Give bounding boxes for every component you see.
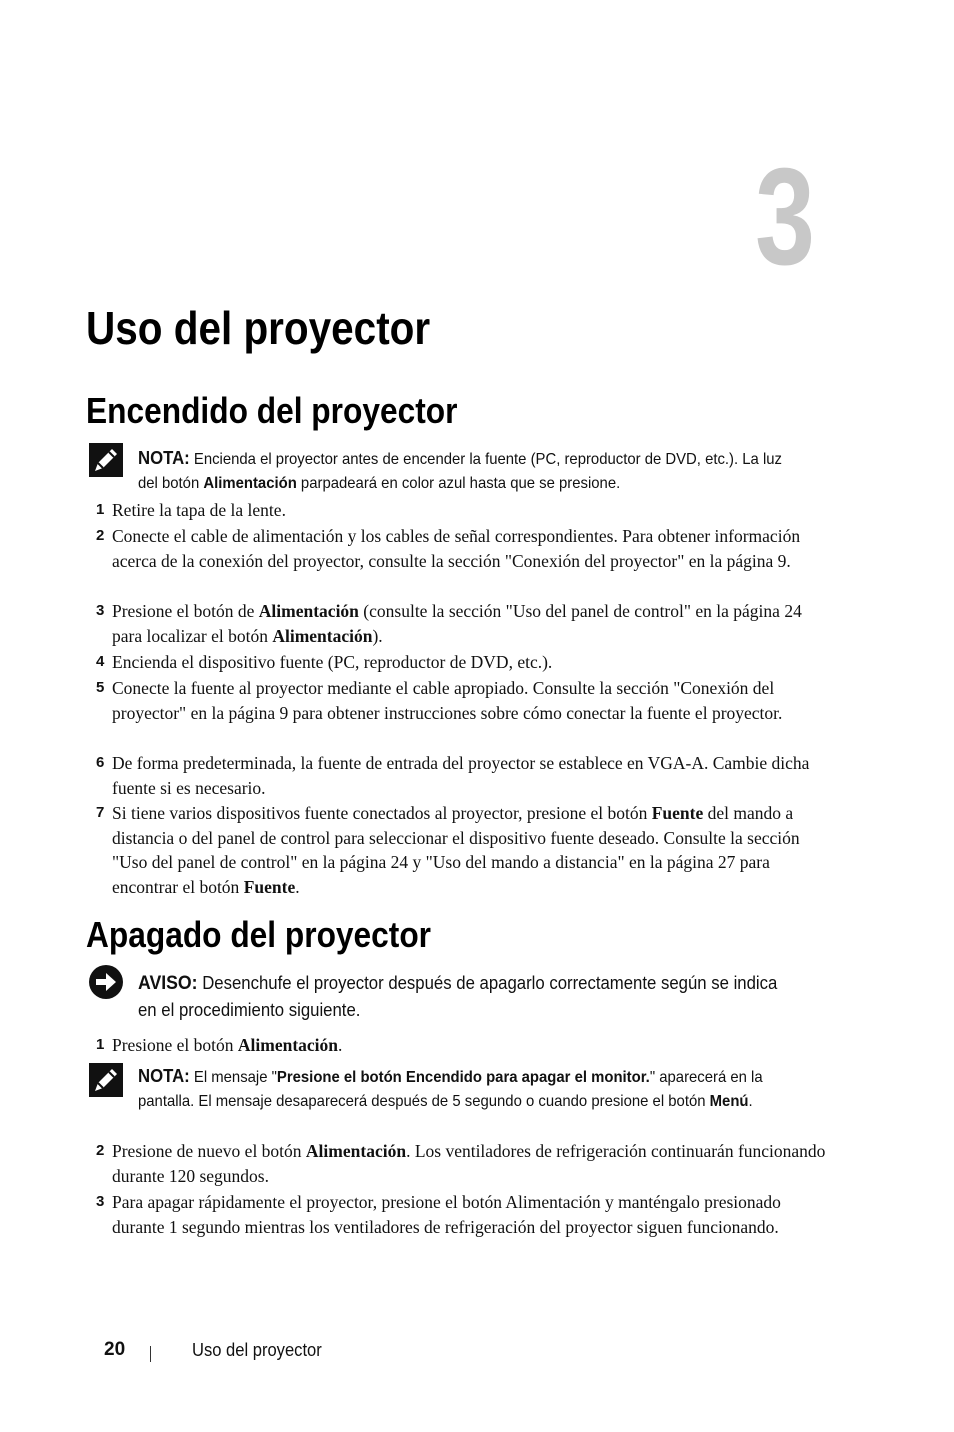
step-item: 6 De forma predeterminada, la fuente de entrada del proyector se establece en VGA-A. Cambie dicha fuente si es necesario. xyxy=(96,753,810,798)
page-number: 20 xyxy=(104,1339,126,1360)
note-encendido: NOTA: Encienda el proyector antes de encender la fuente (PC, reproductor de DVD, etc.). La luz del botón Alimentación parpadeará en color azul hasta que se presione. xyxy=(138,448,782,492)
step-item: 1 Retire la tapa de la lente. xyxy=(96,500,286,520)
note-label: NOTA: xyxy=(138,448,190,468)
section-heading-encendido: Encendido del proyector xyxy=(86,390,458,431)
notice-label: AVISO: xyxy=(138,973,198,994)
note-pencil-icon xyxy=(88,1062,124,1098)
step-item: 5 Conecte la fuente al proyector mediante el cable apropiado. Consulte la sección "Conexión del proyector" en la página 9 para obtener instrucciones sobre cómo conectar la fuente el proyector. xyxy=(96,678,783,723)
step-item: 4 Encienda el dispositivo fuente (PC, reproductor de DVD, etc.). xyxy=(96,652,553,672)
note-pencil-icon xyxy=(88,442,124,478)
running-footer-title: Uso del proyector xyxy=(192,1340,322,1360)
step-item: 3 Presione el botón de Alimentación (consulte la sección "Uso del panel de control" en la página 24 para localizar el botón Alimentación). xyxy=(96,601,802,646)
notice-arrow-icon xyxy=(88,964,124,1000)
chapter-title: Uso del proyector xyxy=(86,302,431,354)
step-item: 3 Para apagar rápidamente el proyector, presione el botón Alimentación y manténgalo presionado durante 1 segundo mientras los ventiladores de refrigeración del proyector siguen funcionando. xyxy=(96,1192,781,1237)
step-item: 1 Presione el botón Alimentación. xyxy=(96,1035,343,1055)
step-item: 2 Conecte el cable de alimentación y los cables de señal correspondientes. Para obtener información acerca de la conexión del proyector, consulte la sección "Conexión del proyector" en la página 9. xyxy=(96,526,801,571)
note-apagado: NOTA: El mensaje "Presione el botón Encendido para apagar el monitor." aparecerá en la pantalla. El mensaje desaparecerá después de 5 segundo o cuando presione el botón Menú. xyxy=(138,1066,763,1110)
notice-apagado: AVISO: Desenchufe el proyector después de apagarlo correctamente según se indica en el procedimiento siguiente. xyxy=(138,973,778,1020)
section-heading-apagado: Apagado del proyector xyxy=(86,914,432,955)
chapter-number: 3 xyxy=(755,140,815,294)
step-item: 7 Si tiene varios dispositivos fuente conectados al proyector, presione el botón Fuente del mando a distancia o del panel de control para seleccionar el dispositivo fuente deseado. Consulte la sección "Uso del panel de control" en la página 24 y "Uso del mando a distancia" en la página 27 para encontrar el botón Fuente. xyxy=(96,803,800,897)
step-item: 2 Presione de nuevo el botón Alimentación. Los ventiladores de refrigeración continuarán funcionando durante 120 segundos. xyxy=(96,1141,826,1186)
footer-divider xyxy=(150,1346,151,1362)
note-label: NOTA: xyxy=(138,1066,190,1086)
